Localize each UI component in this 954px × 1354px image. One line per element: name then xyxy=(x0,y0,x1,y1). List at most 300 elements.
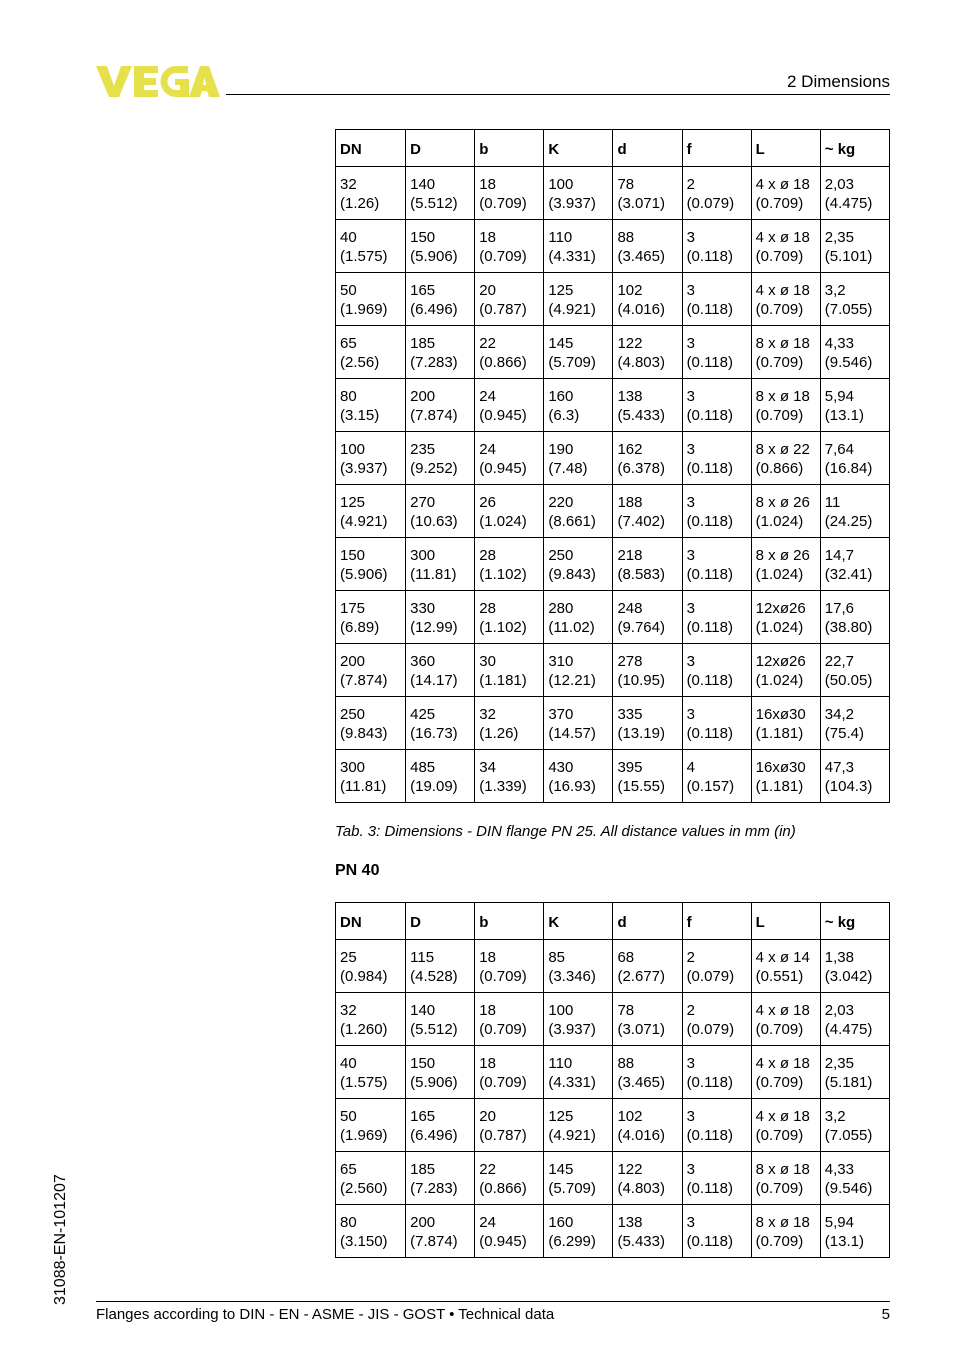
table-row xyxy=(336,485,890,538)
cell-value-in: (4.921) xyxy=(548,1127,596,1144)
cell-value-in: (9.546) xyxy=(824,354,873,371)
cell-value-in: (0.709) xyxy=(755,1127,804,1144)
cell-value-in: (1.575) xyxy=(340,1074,388,1091)
cell-value-in: (7.874) xyxy=(340,672,388,689)
table-cell xyxy=(475,432,544,485)
table-cell xyxy=(336,993,406,1046)
cell-value-mm: 16xø30 xyxy=(755,759,806,776)
table-cell xyxy=(544,220,613,273)
cell-value-mm: 78 xyxy=(617,1002,635,1019)
cell-value-in: (13.1) xyxy=(824,407,864,424)
cell-value-in: (0.118) xyxy=(686,1180,733,1197)
cell-value-mm: 25 xyxy=(340,949,357,966)
table-cell xyxy=(336,432,406,485)
table-cell xyxy=(336,485,406,538)
table-cell xyxy=(820,644,889,697)
table-cell xyxy=(336,1099,406,1152)
cell-value-in: (0.709) xyxy=(755,407,804,424)
table-cell xyxy=(613,379,682,432)
cell-value-mm: 100 xyxy=(548,176,574,193)
cell-value-in: (0.157) xyxy=(686,778,735,795)
cell-value-mm: 3,2 xyxy=(824,1108,846,1125)
header-rule xyxy=(226,94,890,95)
cell-value-in: (16.73) xyxy=(410,725,458,742)
cell-value-in: (0.118) xyxy=(686,1074,733,1091)
cell-value-mm: 270 xyxy=(410,494,436,511)
table-cell xyxy=(613,485,682,538)
cell-value-mm: 78 xyxy=(617,176,635,193)
cell-value-mm: 3 xyxy=(686,706,695,723)
table-cell xyxy=(751,750,820,803)
table-cell xyxy=(751,1152,820,1205)
cell-value-mm: 188 xyxy=(617,494,643,511)
cell-value-mm: 4 x ø 18 xyxy=(755,229,810,246)
cell-value-in: (12.21) xyxy=(548,672,596,689)
table-cell xyxy=(544,326,613,379)
table-cell xyxy=(544,273,613,326)
table-cell xyxy=(336,1152,406,1205)
cell-value-mm: 138 xyxy=(617,1214,643,1231)
cell-value-in: (6.496) xyxy=(410,1127,458,1144)
cell-value-mm: 30 xyxy=(479,653,496,670)
cell-value-mm: 32 xyxy=(479,706,496,723)
cell-value-in: (7.874) xyxy=(410,407,458,424)
logo-letter-v xyxy=(96,66,132,97)
cell-value-in: (0.866) xyxy=(479,1180,527,1197)
cell-value-mm: 3 xyxy=(686,1055,695,1072)
table-cell xyxy=(544,993,613,1046)
table-cell xyxy=(406,993,475,1046)
table-cell xyxy=(475,644,544,697)
table-cell xyxy=(613,1046,682,1099)
cell-value-mm: 8 x ø 18 xyxy=(755,1214,810,1231)
cell-value-in: (24.25) xyxy=(824,513,873,530)
cell-value-in: (1.575) xyxy=(340,248,388,265)
cell-value-in: (3.071) xyxy=(617,195,665,212)
table-row xyxy=(336,644,890,697)
cell-value-mm: 2,03 xyxy=(824,176,854,193)
cell-value-in: (7.283) xyxy=(410,1180,458,1197)
table-row xyxy=(336,379,890,432)
cell-value-in: (3.937) xyxy=(548,1021,596,1038)
cell-value-mm: 4 x ø 18 xyxy=(755,1002,810,1019)
cell-value-mm: 3 xyxy=(686,494,695,511)
cell-value-in: (12.99) xyxy=(410,619,458,636)
cell-value-in: (3.042) xyxy=(824,968,873,985)
table-cell xyxy=(682,644,751,697)
cell-value-in: (1.181) xyxy=(755,778,804,795)
cell-value-in: (6.378) xyxy=(617,460,665,477)
cell-value-mm: 50 xyxy=(340,282,357,299)
pn25-dimensions-table xyxy=(335,129,890,803)
cell-value-in: (0.787) xyxy=(479,301,527,318)
cell-value-mm: 12xø26 xyxy=(755,653,806,670)
table-cell xyxy=(475,1046,544,1099)
cell-value-in: (0.709) xyxy=(755,301,804,318)
cell-value-mm: 160 xyxy=(548,388,574,405)
cell-value-in: (0.118) xyxy=(686,248,733,265)
cell-value-in: (16.84) xyxy=(824,460,873,477)
cell-value-in: (0.945) xyxy=(479,460,527,477)
cell-value-in: (4.016) xyxy=(617,1127,665,1144)
footer-rule xyxy=(96,1301,890,1302)
cell-value-mm: 22 xyxy=(479,335,496,352)
table-cell xyxy=(613,1205,682,1258)
table-cell xyxy=(406,485,475,538)
cell-value-mm: 3 xyxy=(686,282,695,299)
cell-value-mm: 47,3 xyxy=(824,759,854,776)
cell-value-mm: 28 xyxy=(479,600,496,617)
cell-value-in: (1.969) xyxy=(340,301,388,318)
cell-value-in: (0.118) xyxy=(686,566,733,583)
table-cell xyxy=(751,1205,820,1258)
table-cell xyxy=(475,993,544,1046)
table-cell xyxy=(820,538,889,591)
table-cell xyxy=(682,167,751,220)
cell-value-mm: 28 xyxy=(479,547,496,564)
table-cell xyxy=(475,220,544,273)
cell-value-in: (7.055) xyxy=(824,301,873,318)
cell-value-in: (8.583) xyxy=(617,566,665,583)
cell-value-mm: 22,7 xyxy=(824,653,854,670)
cell-value-mm: 88 xyxy=(617,229,635,246)
vega-logo xyxy=(96,64,220,98)
table-cell xyxy=(613,993,682,1046)
table-row xyxy=(336,1046,890,1099)
table-row xyxy=(336,1099,890,1152)
column-header: b xyxy=(475,903,544,940)
cell-value-mm: 125 xyxy=(340,494,366,511)
cell-value-mm: 150 xyxy=(410,229,436,246)
cell-value-mm: 425 xyxy=(410,706,436,723)
cell-value-mm: 18 xyxy=(479,229,496,246)
table-cell xyxy=(682,538,751,591)
cell-value-mm: 300 xyxy=(340,759,366,776)
table-cell xyxy=(475,940,544,993)
cell-value-mm: 24 xyxy=(479,1214,496,1231)
cell-value-in: (9.764) xyxy=(617,619,665,636)
column-header: ~ kg xyxy=(820,903,889,940)
table-cell xyxy=(544,940,613,993)
table-cell xyxy=(406,1046,475,1099)
table-cell xyxy=(751,1099,820,1152)
cell-value-mm: 140 xyxy=(410,176,436,193)
cell-value-mm: 65 xyxy=(340,335,357,352)
cell-value-in: (0.118) xyxy=(686,513,733,530)
cell-value-mm: 160 xyxy=(548,1214,574,1231)
table-caption: Tab. 3: Dimensions - DIN flange PN 25. All distance values in mm (in) xyxy=(335,823,796,840)
cell-value-mm: 4 x ø 18 xyxy=(755,282,810,299)
cell-value-in: (6.89) xyxy=(340,619,380,636)
cell-value-mm: 280 xyxy=(548,600,574,617)
cell-value-in: (9.843) xyxy=(548,566,596,583)
cell-value-in: (4.803) xyxy=(617,1180,665,1197)
cell-value-in: (0.079) xyxy=(686,195,735,212)
table-cell xyxy=(336,379,406,432)
cell-value-mm: 14,7 xyxy=(824,547,854,564)
table-cell xyxy=(544,1046,613,1099)
table-cell xyxy=(613,591,682,644)
table-cell xyxy=(544,485,613,538)
column-header: L xyxy=(751,130,820,167)
table-cell xyxy=(406,1099,475,1152)
document-id: 31088-EN-101207 xyxy=(52,1174,69,1305)
cell-value-mm: 150 xyxy=(340,547,366,564)
table-header-row xyxy=(336,903,890,940)
cell-value-mm: 335 xyxy=(617,706,643,723)
table-cell xyxy=(475,750,544,803)
cell-value-mm: 88 xyxy=(617,1055,635,1072)
table-cell xyxy=(613,220,682,273)
table-cell xyxy=(475,591,544,644)
cell-value-mm: 115 xyxy=(410,949,435,966)
table-cell xyxy=(336,750,406,803)
cell-value-mm: 235 xyxy=(410,441,436,458)
cell-value-mm: 8 x ø 18 xyxy=(755,388,810,405)
cell-value-mm: 32 xyxy=(340,176,357,193)
cell-value-in: (0.709) xyxy=(755,1180,804,1197)
table-row xyxy=(336,591,890,644)
table-cell xyxy=(475,1152,544,1205)
cell-value-in: (1.339) xyxy=(479,778,527,795)
table-cell xyxy=(406,591,475,644)
table-cell xyxy=(336,591,406,644)
table-cell xyxy=(682,697,751,750)
cell-value-in: (0.118) xyxy=(686,354,733,371)
cell-value-in: (7.402) xyxy=(617,513,665,530)
cell-value-in: (0.709) xyxy=(479,248,527,265)
table-cell xyxy=(613,273,682,326)
cell-value-mm: 32 xyxy=(340,1002,357,1019)
table-cell xyxy=(406,644,475,697)
cell-value-mm: 278 xyxy=(617,653,643,670)
cell-value-in: (5.906) xyxy=(410,248,458,265)
cell-value-in: (0.709) xyxy=(479,1074,527,1091)
cell-value-in: (0.118) xyxy=(686,619,733,636)
table-cell xyxy=(544,697,613,750)
column-header: D xyxy=(406,130,475,167)
cell-value-in: (5.512) xyxy=(410,195,458,212)
cell-value-in: (0.709) xyxy=(755,1074,804,1091)
cell-value-in: (0.709) xyxy=(755,248,804,265)
cell-value-in: (3.346) xyxy=(548,968,596,985)
cell-value-mm: 11 xyxy=(824,494,841,511)
cell-value-mm: 110 xyxy=(548,1055,573,1072)
cell-value-mm: 218 xyxy=(617,547,643,564)
cell-value-in: (1.181) xyxy=(755,725,804,742)
cell-value-in: (7.874) xyxy=(410,1233,458,1250)
table-cell xyxy=(682,485,751,538)
table-row xyxy=(336,167,890,220)
table-cell xyxy=(475,326,544,379)
cell-value-mm: 5,94 xyxy=(824,388,854,405)
cell-value-in: (4.528) xyxy=(410,968,458,985)
cell-value-mm: 2,35 xyxy=(824,1055,854,1072)
cell-value-mm: 3 xyxy=(686,600,695,617)
column-header: b xyxy=(475,130,544,167)
cell-value-mm: 4 x ø 18 xyxy=(755,1055,810,1072)
table-cell xyxy=(336,273,406,326)
cell-value-mm: 18 xyxy=(479,1055,496,1072)
cell-value-mm: 12xø26 xyxy=(755,600,806,617)
cell-value-in: (32.41) xyxy=(824,566,873,583)
cell-value-mm: 185 xyxy=(410,335,436,352)
table-body xyxy=(336,167,890,803)
table-cell xyxy=(336,1205,406,1258)
table-cell xyxy=(406,273,475,326)
cell-value-in: (0.866) xyxy=(479,354,527,371)
cell-value-in: (1.102) xyxy=(479,619,527,636)
table-row xyxy=(336,432,890,485)
cell-value-mm: 3 xyxy=(686,653,695,670)
table-cell xyxy=(544,644,613,697)
table-cell xyxy=(682,1205,751,1258)
cell-value-mm: 24 xyxy=(479,388,496,405)
cell-value-in: (1.260) xyxy=(340,1021,388,1038)
table-cell xyxy=(475,273,544,326)
table-cell xyxy=(751,940,820,993)
cell-value-mm: 248 xyxy=(617,600,643,617)
cell-value-mm: 100 xyxy=(340,441,366,458)
table-cell xyxy=(820,167,889,220)
cell-value-mm: 85 xyxy=(548,949,566,966)
cell-value-in: (0.984) xyxy=(340,968,388,985)
table-cell xyxy=(682,432,751,485)
table-cell xyxy=(682,591,751,644)
cell-value-in: (16.93) xyxy=(548,778,596,795)
cell-value-in: (1.024) xyxy=(755,566,804,583)
section-title: 2 Dimensions xyxy=(787,72,890,91)
table-row xyxy=(336,940,890,993)
cell-value-mm: 3 xyxy=(686,1161,695,1178)
cell-value-mm: 250 xyxy=(340,706,366,723)
table-cell xyxy=(406,220,475,273)
page-number: 5 xyxy=(881,1306,890,1323)
cell-value-in: (0.118) xyxy=(686,1233,733,1250)
cell-value-in: (7.283) xyxy=(410,354,458,371)
cell-value-in: (50.05) xyxy=(824,672,873,689)
cell-value-in: (104.3) xyxy=(824,778,873,795)
table-cell xyxy=(544,432,613,485)
cell-value-mm: 395 xyxy=(617,759,643,776)
cell-value-mm: 8 x ø 18 xyxy=(755,1161,810,1178)
table-cell xyxy=(336,644,406,697)
cell-value-mm: 3 xyxy=(686,229,695,246)
cell-value-in: (19.09) xyxy=(410,778,458,795)
cell-value-mm: 200 xyxy=(410,1214,436,1231)
cell-value-in: (75.4) xyxy=(824,725,864,742)
cell-value-mm: 175 xyxy=(340,600,366,617)
table-cell xyxy=(820,1046,889,1099)
table-cell xyxy=(751,379,820,432)
table-row xyxy=(336,993,890,1046)
table-cell xyxy=(820,940,889,993)
table-cell xyxy=(544,750,613,803)
cell-value-in: (11.02) xyxy=(548,619,595,636)
cell-value-in: (1.024) xyxy=(755,513,804,530)
cell-value-in: (10.95) xyxy=(617,672,665,689)
column-header: DN xyxy=(336,130,406,167)
table-cell xyxy=(613,1152,682,1205)
column-header: D xyxy=(406,903,475,940)
table-cell xyxy=(820,485,889,538)
table-cell xyxy=(682,379,751,432)
cell-value-mm: 20 xyxy=(479,282,496,299)
table-cell xyxy=(820,379,889,432)
column-header: ~ kg xyxy=(820,130,889,167)
column-header: d xyxy=(613,903,682,940)
table-cell xyxy=(336,1046,406,1099)
cell-value-in: (1.102) xyxy=(479,566,527,583)
table-cell xyxy=(544,1205,613,1258)
cell-value-in: (11.81) xyxy=(340,778,387,795)
cell-value-mm: 200 xyxy=(410,388,436,405)
cell-value-mm: 2 xyxy=(686,176,695,193)
table-cell xyxy=(406,326,475,379)
cell-value-in: (11.81) xyxy=(410,566,457,583)
table-cell xyxy=(406,940,475,993)
table-cell xyxy=(682,750,751,803)
cell-value-mm: 220 xyxy=(548,494,574,511)
table-cell xyxy=(336,940,406,993)
cell-value-in: (3.465) xyxy=(617,248,665,265)
table-cell xyxy=(682,1099,751,1152)
cell-value-mm: 40 xyxy=(340,1055,357,1072)
cell-value-in: (0.118) xyxy=(686,301,733,318)
cell-value-mm: 18 xyxy=(479,949,496,966)
table-cell xyxy=(820,591,889,644)
table-cell xyxy=(751,167,820,220)
cell-value-mm: 22 xyxy=(479,1161,496,1178)
cell-value-mm: 165 xyxy=(410,1108,436,1125)
table-cell xyxy=(406,1152,475,1205)
table-cell xyxy=(682,1046,751,1099)
table-cell xyxy=(406,697,475,750)
cell-value-in: (8.661) xyxy=(548,513,596,530)
cell-value-in: (1.024) xyxy=(755,619,804,636)
table-cell xyxy=(406,432,475,485)
cell-value-mm: 190 xyxy=(548,441,574,458)
table-cell xyxy=(544,1099,613,1152)
cell-value-in: (5.433) xyxy=(617,407,665,424)
cell-value-in: (10.63) xyxy=(410,513,458,530)
column-header: DN xyxy=(336,903,406,940)
table-cell xyxy=(751,993,820,1046)
cell-value-in: (1.969) xyxy=(340,1127,388,1144)
cell-value-mm: 4 x ø 18 xyxy=(755,176,810,193)
cell-value-in: (3.465) xyxy=(617,1074,665,1091)
table-cell xyxy=(613,750,682,803)
table-cell xyxy=(820,697,889,750)
cell-value-in: (4.803) xyxy=(617,354,665,371)
cell-value-mm: 310 xyxy=(548,653,574,670)
cell-value-mm: 8 x ø 26 xyxy=(755,547,810,564)
cell-value-mm: 17,6 xyxy=(824,600,854,617)
subheading-pn40: PN 40 xyxy=(335,862,380,879)
table-cell xyxy=(475,697,544,750)
table-cell xyxy=(820,750,889,803)
cell-value-mm: 125 xyxy=(548,282,574,299)
table-header-row xyxy=(336,130,890,167)
cell-value-mm: 2,35 xyxy=(824,229,854,246)
cell-value-mm: 34,2 xyxy=(824,706,854,723)
cell-value-mm: 7,64 xyxy=(824,441,854,458)
cell-value-in: (0.118) xyxy=(686,407,733,424)
cell-value-in: (9.252) xyxy=(410,460,458,477)
cell-value-mm: 4,33 xyxy=(824,335,854,352)
table-cell xyxy=(751,273,820,326)
cell-value-in: (0.079) xyxy=(686,968,735,985)
